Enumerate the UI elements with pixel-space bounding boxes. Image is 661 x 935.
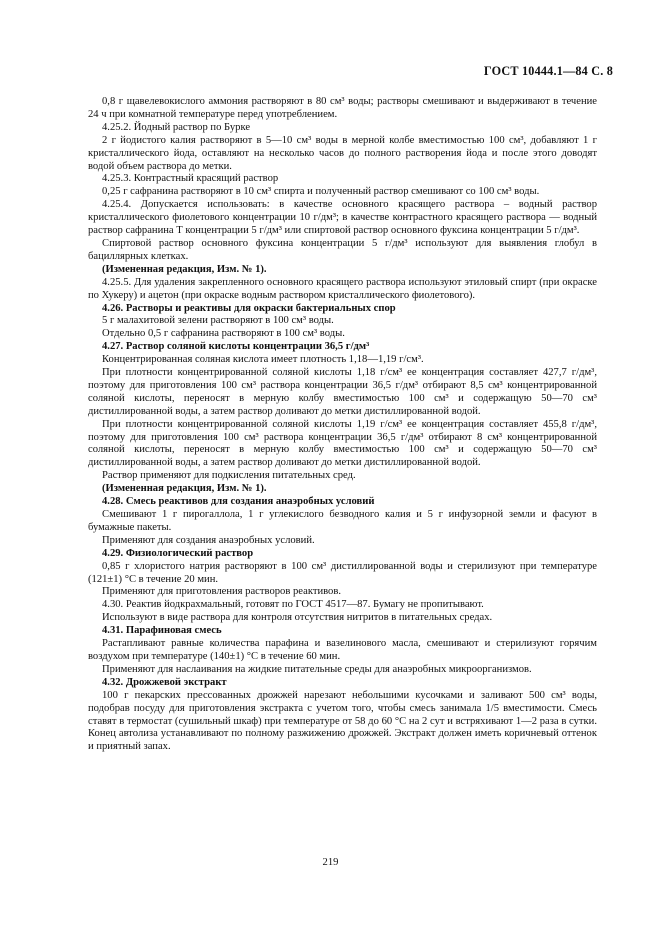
paragraph: Смешивают 1 г пирогаллола, 1 г углекислого безводного калия и 5 г инфузорной земли и фасуют в бумажные пакеты.	[88, 509, 597, 533]
page-header: ГОСТ 10444.1—84 С. 8	[483, 64, 613, 78]
paragraph: 2 г йодистого калия растворяют в 5—10 см³ воды в мерной колбе вместимостью 100 см³, добавляют 1 г кристаллического йода, оставляют на несколько часов до полного растворения йода и после этого доводят водой объем раствора до метки.	[88, 134, 597, 172]
paragraph: Используют в виде раствора для контроля отсутствия нитритов в питательных средах.	[102, 612, 493, 624]
section-heading: 4.28. Смесь реактивов для создания анаэробных условий	[102, 496, 375, 508]
paragraph: Растапливают равные количества парафина и вазелинового масла, смешивают и стерилизуют горячим воздухом при температуре (140±1) °С в течение 60 мин.	[88, 638, 597, 662]
paragraph: Применяют для приготовления растворов реактивов.	[102, 586, 342, 598]
amendment-note: (Измененная редакция, Изм. № 1).	[102, 483, 267, 495]
paragraph: 100 г пекарских прессованных дрожжей нарезают небольшими кусочками и заливают 500 см³ воды, подобрав посуду для приготовления экстракта с учетом того, чтобы смесь занимала 1/5 вместимости. Смесь ставят в термостат (сушильный шкаф) при температуре от 58 до 60 °С на 2 сут и встряхивают 1—2 раза в сутки. Конец автолиза устанавливают по полному разжижению дрожжей. Экстракт должен иметь коричневый оттенок и приятный запах.	[88, 689, 597, 753]
paragraph: Раствор применяют для подкисления питательных сред.	[102, 470, 356, 482]
paragraph: 4.25.3. Контрастный красящий раствор	[102, 173, 279, 185]
paragraph: Концентрированная соляная кислота имеет плотность 1,18—1,19 г/см³.	[102, 354, 424, 366]
paragraph: 4.25.2. Йодный раствор по Бурке	[102, 121, 251, 133]
document-body	[88, 96, 597, 754]
paragraph: 4.30. Реактив йодкрахмальный, готовят по ГОСТ 4517—87. Бумагу не пропитывают.	[102, 599, 484, 611]
section-heading: 4.31. Парафиновая смесь	[102, 625, 222, 637]
paragraph: При плотности концентрированной соляной кислоты 1,18 г/см³ ее концентрация составляет 427,7 г/дм³, поэтому для приготовления 100 см³ раствора концентрации 36,5 г/дм³ отбирают 8,5 см³ концентрированной соляной кислоты, переносят в мерную колбу вместимостью 100 см³ и содержащую 50—70 см³ дистиллированной воды, а затем раствор доливают до метки дистиллированной водой.	[88, 367, 597, 417]
paragraph: Спиртовой раствор основного фуксина концентрации 5 г/дм³ используют для выявления глобул в бациллярных клетках.	[88, 237, 597, 262]
paragraph: 0,25 г сафранина растворяют в 10 см³ спирта и полученный раствор смешивают со 100 см³ воды.	[102, 186, 540, 198]
page-number: 219	[322, 857, 339, 868]
paragraph: При плотности концентрированной соляной кислоты 1,19 г/см³ ее концентрация составляет 455,8 г/дм³, поэтому для приготовления 100 см³ раствора концентрации 36,5 г/дм³ отбирают 8 см³ концентрированной соляной кислоты, переносят в мерную колбу вместимостью 100 см³ и содержащую 50—70 см³ дистиллированной воды, а затем раствор доливают до метки дистиллированной водой.	[88, 418, 597, 469]
paragraph: 4.25.5. Для удаления закрепленного основного красящего раствора используют этиловый спирт (при окраске по Хукеру) и ацетон (при окраске водным раствором кристаллического фиолетового).	[88, 276, 597, 301]
paragraph: 0,8 г щавелевокислого аммония растворяют в 80 см³ воды; растворы смешивают и выдерживают в течение 24 ч при комнатной температуре перед употреблением.	[88, 96, 597, 120]
paragraph: 0,85 г хлористого натрия растворяют в 100 см³ дистиллированной воды и стерилизуют при температуре (121±1) °С в течение 20 мин.	[88, 560, 597, 585]
section-heading: 4.32. Дрожжевой экстракт	[102, 676, 227, 688]
paragraph: Применяют для наслаивания на жидкие питательные среды для анаэробных микроорганизмов.	[102, 663, 532, 675]
section-heading: 4.29. Физиологический раствор	[102, 547, 254, 559]
section-heading: 4.26. Растворы и реактивы для окраски бактериальных спор	[102, 302, 396, 314]
amendment-note: (Измененная редакция, Изм. № 1).	[102, 263, 267, 275]
paragraph: Применяют для создания анаэробных условий.	[102, 534, 315, 546]
paragraph: 5 г малахитовой зелени растворяют в 100 см³ воды.	[102, 315, 334, 327]
section-heading: 4.27. Раствор соляной кислоты концентрации 36,5 г/дм³	[102, 341, 370, 353]
paragraph: Отдельно 0,5 г сафранина растворяют в 100 см³ воды.	[102, 328, 345, 340]
paragraph: 4.25.4. Допускается использовать: в качестве основного красящего раствора – водный раствор кристаллического фиолетового концентрации 10 г/дм³; в качестве контрастного красящего раствора — водный раствор сафранина Т концентрации 5 г/дм³ или спиртовой раствор основного фуксина концентрации 5 г/дм³.	[88, 199, 597, 237]
